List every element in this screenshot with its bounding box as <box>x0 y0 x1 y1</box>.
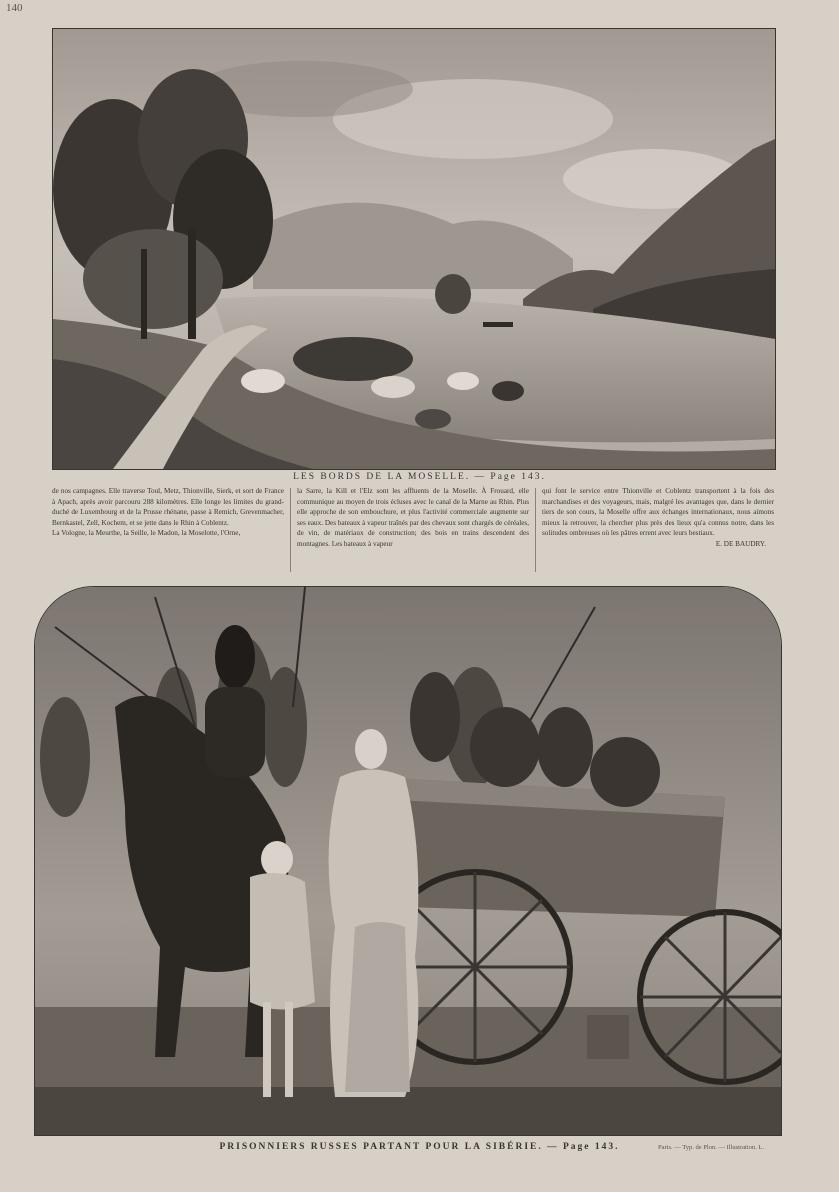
paragraph: La Vologne, la Meurthe, la Seille, le Madon, la Moselotte, l'Orne, <box>52 529 241 538</box>
prisoners-engraving <box>34 586 782 1136</box>
page-number: 140 <box>6 2 23 14</box>
column-rule <box>535 488 536 572</box>
paragraph: de nos campagnes. Elle traverse Toul, Metz, Thionville, Sierk, et sort de France à Apach, après avoir parcouru 288 kilomètres. Elle longe les limites du grand-duché de Luxembourg et de la Prusse rhénane, passe à Remich, Grevenmacher, Bernkastel, Zell, Kochem, et se jette dans le Rhin à Coblentz. <box>52 487 284 527</box>
author-signature: E. DE BAUDRY. <box>715 539 766 548</box>
text-column-1 <box>52 486 284 539</box>
column-rule <box>290 488 291 572</box>
text-column-2 <box>297 486 529 550</box>
paragraph: la Sarre, la Kill et l'Elz sont les affluents de la Moselle. À Frouard, elle communique au moyen de trois écluses avec le canal de la Marne au Rhin. Plus elle approche de son embouchure, et plus l'activité commerciale augmente sur ses eaux. Des bateaux à vapeur traînés par des chevaux sont chargés de céréales, de vin, de matériaux de construction; des bois en trains descendent des montagnes. Les bateaux à vapeur <box>297 487 529 548</box>
landscape-engraving <box>52 28 776 470</box>
article-text <box>52 486 774 578</box>
prisoners-caption: PRISONNIERS RUSSES PARTANT POUR LA SIBÉRIE. — Page 143. <box>219 1142 620 1152</box>
paragraph: qui font le service entre Thionville et Coblentz transportent à la fois des marchandises et des voyageurs, mais, malgré les avantages que, dans le dernier tiers de son cours, la Moselle offre aux échanges internationaux, nous aimons mieux la retrouver, la chercher plus près des lieux qu'a connus notre, dans les solitudes ombreuses où les pâtres errent avec leurs bestiaux. <box>542 487 774 538</box>
landscape-caption: LES BORDS DE LA MOSELLE. — Page 143. <box>293 472 546 482</box>
printer-imprint: Paris. — Typ. de Plon. — Illustration. L. <box>658 1144 764 1151</box>
text-column-3 <box>542 486 774 550</box>
